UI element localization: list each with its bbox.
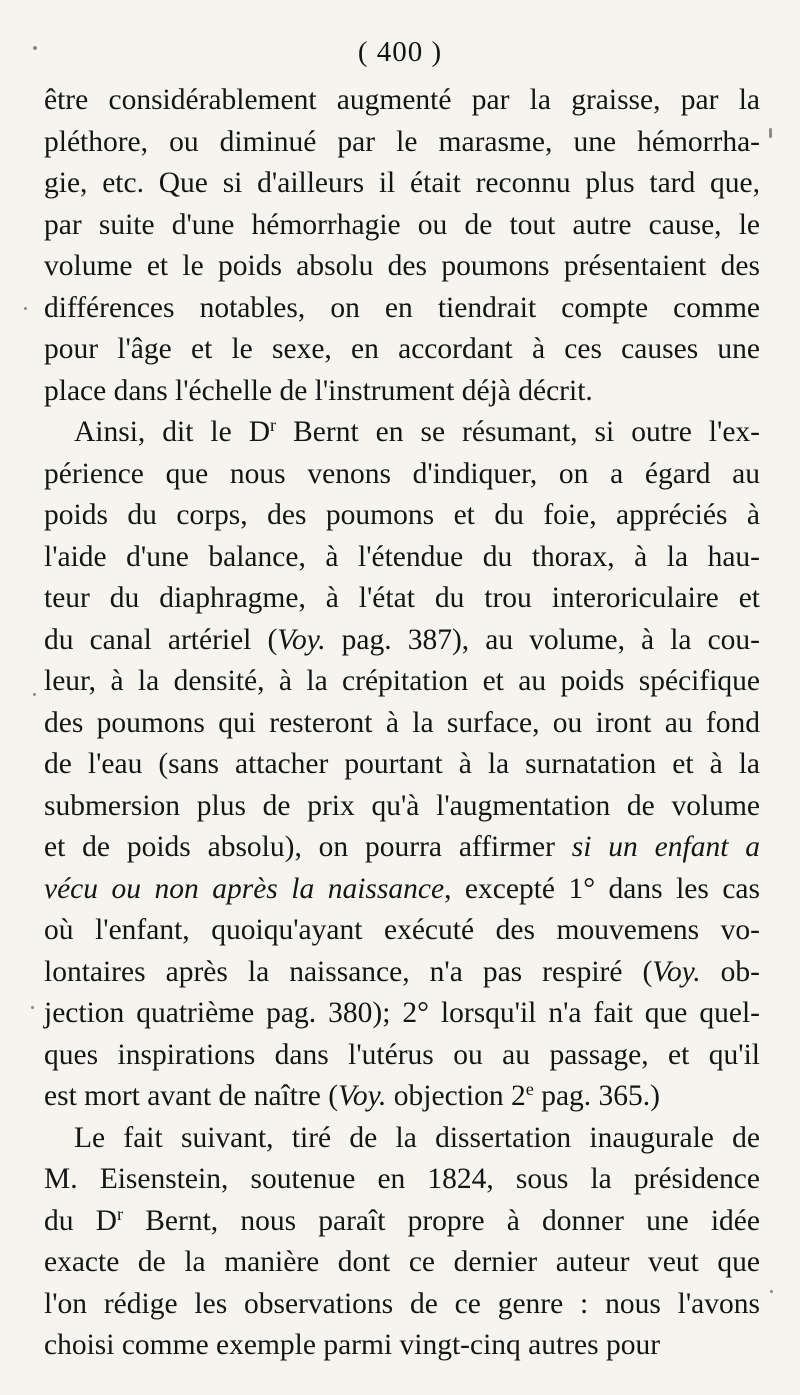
- text-line: [44, 578, 760, 620]
- text-segment: est mort avant de naître (: [44, 1080, 339, 1112]
- text-segment: Voy.: [338, 1080, 387, 1112]
- text-line: [44, 537, 760, 579]
- text-segment: M. Eisenstein, soutenue en 1824, sous la présidence: [44, 1163, 760, 1195]
- text-line: [44, 1325, 760, 1367]
- text-segment: l'aide d'une balance, à l'étendue du thorax, à la hau-: [44, 540, 760, 573]
- text-line: [44, 329, 760, 371]
- text-segment: du D: [44, 1204, 117, 1237]
- text-segment: du canal artériel (: [44, 623, 278, 656]
- text-segment: leur, à la densité, à la crépitation et au poids spécifique: [44, 665, 760, 697]
- text-line: [44, 1201, 760, 1243]
- text-segment: ques inspirations dans l'utérus ou au passage, et qu'il: [44, 1038, 760, 1071]
- page-number: ( 400 ): [357, 36, 443, 68]
- text-segment: e: [525, 1078, 534, 1099]
- text-line: [44, 786, 760, 828]
- text-segment: Ainsi, dit le D: [74, 416, 271, 448]
- text-line: [44, 495, 760, 537]
- text-segment: poids du corps, des poumons et du foie, appréciés à: [44, 499, 760, 531]
- text-line: [44, 454, 760, 496]
- text-segment: gie, etc. Que si d'ailleurs il était reconnu plus tard que,: [44, 167, 760, 199]
- text-segment: pour l'âge et le sexe, en accordant à ces causes une: [44, 333, 760, 365]
- text-line: [44, 952, 760, 994]
- text-segment: Bernt en se résumant, si outre l'ex-: [276, 416, 760, 448]
- text-segment: pag. 387), au volume, à la cou-: [325, 623, 760, 656]
- text-line: [44, 744, 760, 786]
- body-text: [44, 80, 760, 1367]
- text-segment: différences notables, on en tiendrait compte comme: [44, 291, 760, 324]
- text-segment: place dans l'échelle de l'instrument déjà décrit.: [44, 374, 593, 407]
- text-segment: objection 2: [386, 1080, 526, 1112]
- text-line: [44, 1284, 760, 1326]
- text-line: [44, 993, 760, 1035]
- text-line: [44, 163, 760, 205]
- text-segment: l'on rédige les observations de ce genre : nous l'avons: [44, 1287, 760, 1320]
- text-segment: choisi comme exemple parmi vingt-cinq autres pour: [44, 1329, 661, 1361]
- text-segment: pléthore, ou diminué par le marasme, une hémorrha-: [44, 125, 760, 158]
- text-segment: volume et le poids absolu des poumons présentaient des: [44, 250, 760, 282]
- text-segment: être considérablement augmenté par la graisse, par la: [44, 84, 760, 116]
- text-line: [44, 246, 760, 288]
- text-line: [44, 412, 760, 454]
- text-segment: r: [270, 414, 277, 435]
- text-line: [44, 1118, 760, 1160]
- text-line: [44, 1035, 760, 1077]
- text-line: [44, 910, 760, 952]
- text-segment: Bernt, nous paraît propre à donner une idée: [123, 1204, 760, 1237]
- text-segment: périence que nous venons d'indiquer, on a égard au: [44, 457, 760, 490]
- text-segment: exacte de la manière dont ce dernier auteur veut que: [44, 1246, 760, 1278]
- text-line: [44, 1076, 760, 1118]
- text-segment: Voy.: [277, 623, 326, 656]
- text-line: [44, 288, 760, 330]
- text-segment: où l'enfant, quoiqu'ayant exécuté des mouvemens vo-: [44, 914, 760, 946]
- text-segment: vécu ou non après la naissance: [44, 872, 445, 905]
- text-segment: de l'eau (sans attacher pourtant à la surnatation et à la: [44, 748, 760, 780]
- text-line: [44, 703, 760, 745]
- text-line: [44, 80, 760, 122]
- text-segment: pag. 365.): [533, 1080, 660, 1112]
- text-line: [44, 122, 760, 164]
- text-segment: jection quatrième pag. 380); 2° lorsqu'il n'a fait que quel-: [44, 997, 760, 1029]
- text-segment: Voy.: [652, 955, 701, 988]
- text-line: [44, 827, 760, 869]
- text-line: [44, 661, 760, 703]
- text-line: [44, 1242, 760, 1284]
- text-line: [44, 869, 760, 911]
- text-segment: teur du diaphragme, à l'état du trou interoriculaire et: [44, 582, 760, 614]
- text-segment: et de poids absolu), on pourra affirmer: [44, 831, 572, 863]
- text-segment: Le fait suivant, tiré de la dissertation inaugurale de: [74, 1121, 760, 1154]
- text-line: [44, 620, 760, 662]
- text-line: [44, 205, 760, 247]
- text-line: [44, 1159, 760, 1201]
- text-segment: si un enfant a: [571, 831, 760, 863]
- text-segment: ob-: [700, 955, 760, 988]
- text-segment: , excepté 1° dans les cas: [444, 872, 760, 905]
- text-line: [44, 371, 760, 413]
- text-segment: submersion plus de prix qu'à l'augmentation de volume: [44, 789, 760, 822]
- text-segment: r: [116, 1203, 124, 1224]
- text-segment: par suite d'une hémorrhagie ou de tout autre cause, le: [44, 208, 760, 241]
- text-segment: lontaires après la naissance, n'a pas respiré (: [44, 955, 653, 988]
- text-segment: des poumons qui resteront à la surface, ou iront au fond: [44, 706, 760, 739]
